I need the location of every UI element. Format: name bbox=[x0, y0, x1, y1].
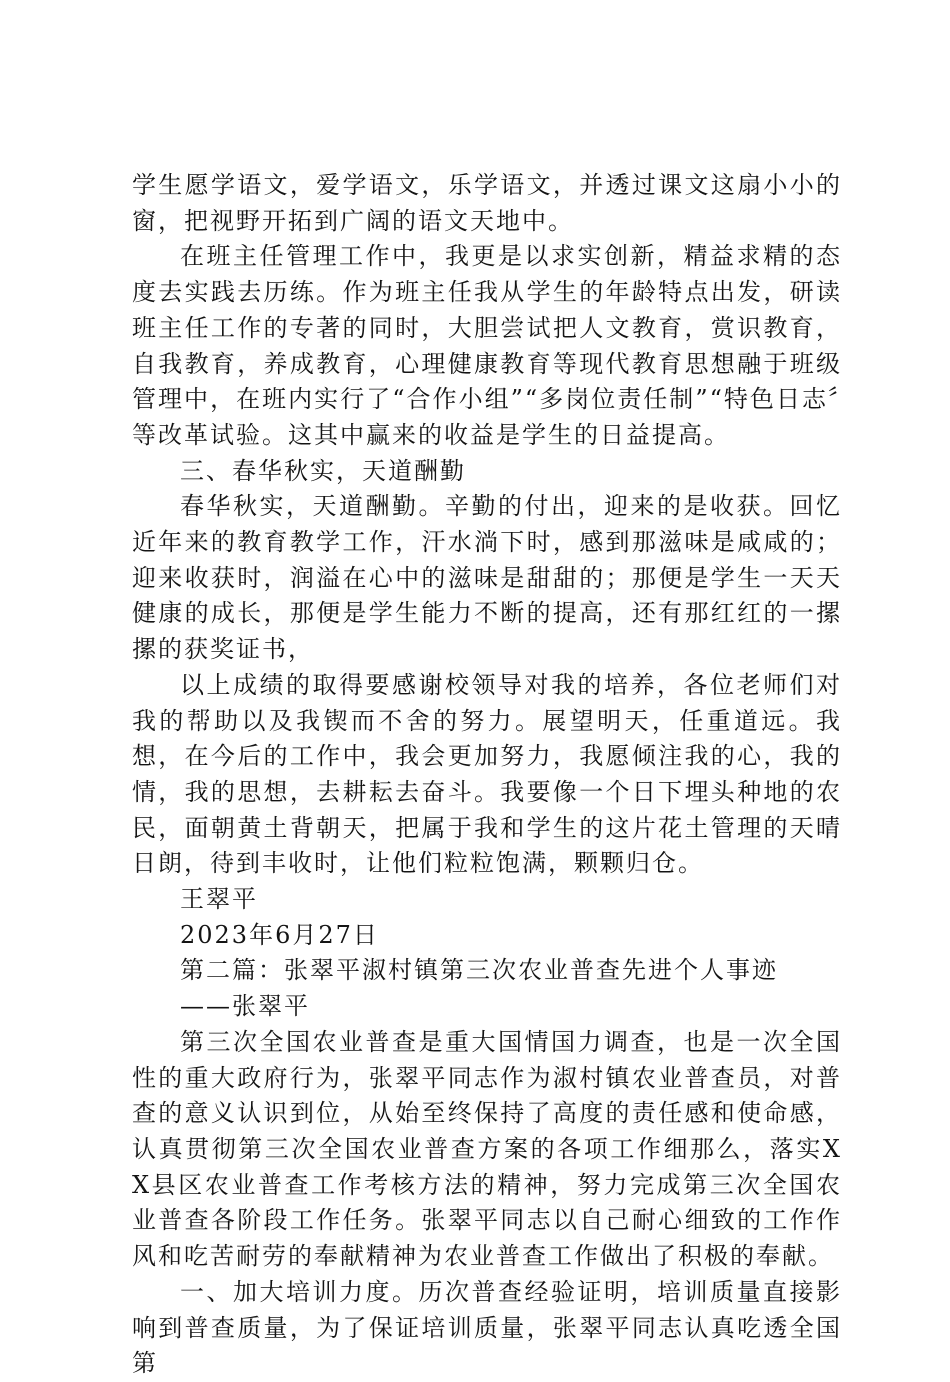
paragraph-training: 一、加大培训力度。历次普查经验证明，培训质量直接影响到普查质量，为了保证培训质量，张翠平同志认真吃透全国第 bbox=[132, 1277, 842, 1378]
document-page bbox=[132, 168, 842, 1382]
signature-date: 2023年6月27日 bbox=[180, 920, 379, 949]
paragraph-thanks: 以上成绩的取得要感谢校领导对我的培养，各位老师们对我的帮助以及我锲而不舍的努力。展望明天，任重道远。我想，在今后的工作中，我会更加努力，我愿倾注我的心，我的情，我的思想，去耕耘去奋斗。我要像一个日下埋头种地的农民，面朝黄土背朝天，把属于我和学生的这片花土管理的天晴日朗，待到丰收时，让他们粒粒饱满，颗颗归仓。 bbox=[132, 670, 842, 878]
paragraph-intro-continued: 学生愿学语文，爱学语文，乐学语文，并透过课文这扇小小的窗，把视野开拓到广阔的语文天地中。 bbox=[132, 171, 842, 235]
article-2-author: ——张翠平 bbox=[180, 992, 310, 1021]
paragraph-census-intro: 第三次全国农业普查是重大国情国力调查，也是一次全国性的重大政府行为，张翠平同志作为淑村镇农业普查员，对普查的意义认识到位，从始至终保持了高度的责任感和使命感，认真贯彻第三次全国农业普查方案的各项工作细那么，落实XX县区农业普查工作考核方法的精神，努力完成第三次全国农业普查各阶段工作任务。张翠平同志以自己耐心细致的工作作风和吃苦耐劳的奉献精神为农业普查工作做出了积极的奉献。 bbox=[132, 1027, 842, 1271]
signature-name: 王翠平 bbox=[180, 885, 258, 914]
paragraph-class-management: 在班主任管理工作中，我更是以求实创新，精益求精的态度去实践去历练。作为班主任我从学生的年龄特点出发，研读班主任工作的专著的同时，大胆尝试把人文教育，赏识教育，自我教育，养成教育，心理健康教育等现代教育思想融于班级管理中，在班内实行了“合作小组”“多岗位责任制”“特色日志〞等改革试验。这其中赢来的收益是学生的日益提高。 bbox=[132, 242, 842, 449]
paragraph-harvest: 春华秋实，天道酬勤。辛勤的付出，迎来的是收获。回忆近年来的教育教学工作，汗水淌下时，感到那滋味是咸咸的；迎来收获时，润溢在心中的滋味是甜甜的；那便是学生一天天健康的成长，那便是学生能力不断的提高，还有那红红的一摞摞的获奖证书， bbox=[132, 492, 842, 664]
article-2-title: 第二篇：张翠平淑村镇第三次农业普查先进个人事迹 bbox=[180, 956, 778, 985]
section-heading-3: 三、春华秋实，天道酬勤 bbox=[180, 456, 466, 485]
